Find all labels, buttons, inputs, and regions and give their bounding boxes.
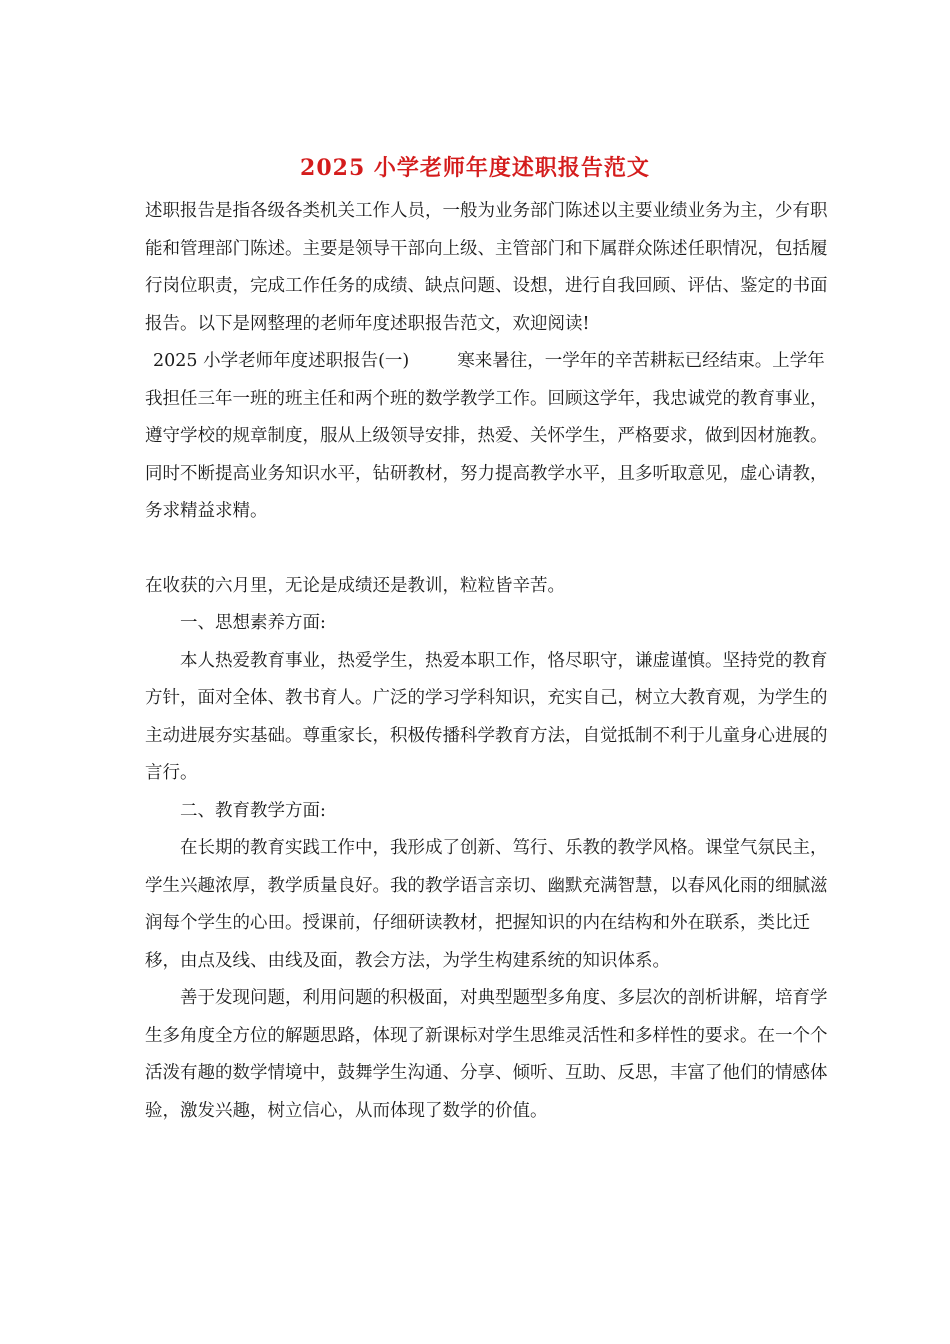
- part-1-paragraph: 本人热爱教育事业，热爱学生，热爱本职工作，恪尽职守，谦虚谨慎。坚持党的教育方针，面对全体、教书育人。广泛的学习学科知识，充实自己，树立大教育观，为学生的主动进展夯实基础。尊重家长，积极传播科学教育方法，自觉抵制不利于儿童身心进展的言行。: [145, 650, 828, 783]
- part-2-paragraph-2: 善于发现问题，利用问题的积极面，对典型题型多角度、多层次的剖析讲解，培育学生多角度全方位的解题思路，体现了新课标对学生思维灵活性和多样性的要求。在一个个活泼有趣的数学情境中，鼓舞学生沟通、分享、倾听、互助、反思，丰富了他们的情感体验，激发兴趣，树立信心，从而体现了数学的价值。: [145, 988, 828, 1121]
- harvest-paragraph: 在收获的六月里，无论是成绩还是教训，粒粒皆辛苦。: [145, 575, 565, 596]
- intro-paragraph: 述职报告是指各级各类机关工作人员，一般为业务部门陈述以主要业绩业务为主，少有职能和管理部门陈述。主要是领导干部向上级、主管部门和下属群众陈述任职情况，包括履行岗位职责，完成工作任务的成绩、缺点问题、设想，进行自我回顾、评估、鉴定的书面报告。以下是网整理的老师年度述职报告范文，欢迎阅读!: [145, 201, 828, 334]
- document-title: 2025 小学老师年度述职报告范文: [300, 155, 650, 181]
- part-1-heading: 一、思想素养方面:: [180, 613, 326, 633]
- section-1-paragraph: [145, 343, 835, 531]
- paragraph-gap: [145, 531, 835, 568]
- document-body: [145, 193, 835, 1130]
- part-2-heading: 二、教育教学方面:: [180, 800, 326, 821]
- section-1-heading: 2025 小学老师年度述职报告(一): [153, 351, 410, 371]
- section-1-text: 寒来暑往，一学年的辛苦耕耘已经结束。上学年我担任三年一班的班主任和两个班的数学教学工作。回顾这学年，我忠诚党的教育事业，遵守学校的规章制度，服从上级领导安排，热爱、关怀学生，严格要求，做到因材施教。同时不断提高业务知识水平，钻研教材，努力提高教学水平，且多听取意见，虚心请教，务求精益求精。: [145, 351, 828, 521]
- part-2-paragraph-1: 在长期的教育实践工作中，我形成了创新、笃行、乐教的教学风格。课堂气氛民主，学生兴趣浓厚，教学质量良好。我的教学语言亲切、幽默充满智慧，以春风化雨的细腻滋润每个学生的心田。授课前，仔细研读教材，把握知识的内在结构和外在联系，类比迁移，由点及线、由线及面，教会方法，为学生构建系统的知识体系。: [145, 838, 828, 971]
